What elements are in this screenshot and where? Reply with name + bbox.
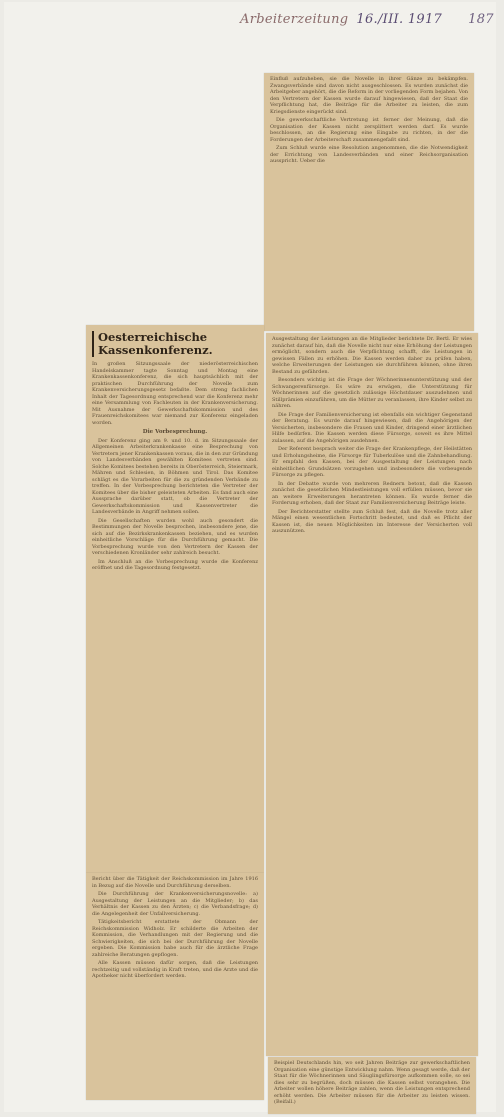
archive-number: 187	[468, 12, 494, 27]
paragraph: Besonders wichtig ist die Frage der Wöchnerinnenunterstützung und der Schwangerenfürsorge. Es wäre zu erwägen, die Unterstützung für Wöchnerinnen auf die gesetzlich zulässige Höchstdauer auszudehnen und Stillprämien einzuführen, um die Mütter zu veranlassen, ihre Kinder selbst zu nähren.	[272, 377, 472, 409]
archive-stamp	[240, 12, 494, 27]
paragraph: Im Anschluß an die Vorbesprechung wurde die Konferenz eröffnet und die Tagesordnung festgesetzt.	[92, 558, 258, 571]
paragraph: Zum Schluß wurde eine Resolution angenommen, die die Notwendigkeit der Errichtung von Landesverbänden und einer Reichsorganisation ausspricht. Ueber die	[270, 145, 468, 164]
paragraph: Der Referent besprach weiter die Frage der Krankenpflege, der Heilstätten und Erholungsheime, die Fürsorge für Tuberkulöse und die Zahnbehandlung. Er empfahl den Kassen, bei der Ausgestaltung der Leistungen nach einheitlichen Grundsätzen vorzugehen und insbesondere die vorbeugende Fürsorge zu pflegen.	[272, 446, 472, 478]
paragraph: In der Debatte wurde von mehreren Rednern betont, daß die Kassen zunächst die gesetzlichen Mindestleistungen voll erfüllen müssen, bevor sie an weitere Erweiterungen herantreten können. Es wurde ferner die Forderung erhoben, daß der Staat zur Familienversicherung Beiträge leiste.	[272, 480, 472, 506]
paragraph: Die Frage der Familienversicherung ist ebenfalls ein wichtiger Gegenstand der Beratung. Es wurde darauf hingewiesen, daß die Angehörigen der Versicherten, insbesondere die Frauen und Kinder, dringend einer ärztlichen Hilfe bedürfen. Die Kassen werden diese Fürsorge, soweit es ihre Mittel zulassen, auf die Angehörigen ausdehnen.	[272, 411, 472, 444]
paragraph: Ausgestaltung der Leistungen an die Mitglieder berichtete Dr. Bertl. Er wies zunächst darauf hin, daß die Novelle nicht nur eine Erhöhung der Leistungen ermöglicht, sondern auch die Verpflichtung schafft, die Leistungen in gewissen Fällen zu erhöhen. Die Kassen werden daher zu prüfen haben, welche Erweiterungen der Leistungen sie durchführen können, ohne ihren Bestand zu gefährden.	[272, 336, 472, 375]
clipping-column-right-bottom	[268, 1057, 476, 1114]
paragraph: Alle Kassen müssen dafür sorgen, daß die Leistungen rechtzeitig und vollständig in Kraft treten, und die Arzte und die Apotheker nicht überfordert werden.	[92, 960, 258, 979]
clipping-column-right-top	[264, 73, 474, 331]
clipping-column-left-bottom	[86, 873, 264, 1100]
clipping-column-left-main	[86, 325, 264, 873]
paragraph: Die gewerkschaftliche Vertretung ist ferner der Meinung, daß die Organisation der Kassen nicht zersplittert werden darf. Es wurde beschlossen, an die Regierung eine Eingabe zu richten, in der die Forderungen der Arbeiterschaft zusammengefaßt sind.	[270, 117, 468, 143]
archive-date: 16./III. 1917	[356, 12, 443, 27]
clipping-column-right-long	[266, 333, 478, 1056]
paragraph: Der Berichterstatter stellte zum Schluß fest, daß die Novelle trotz aller Mängel einen wesentlichen Fortschritt bedeutet, und daß es Pflicht der Kassen ist, die neuen Möglichkeiten im Interesse der Versicherten voll auszunützen.	[272, 508, 472, 534]
paragraph: Die Durchführung der Krankenversicherungsnovelle: a) Ausgestaltung der Leistungen an die Mitglieder; b) das Verhältnis der Kassen zu den Ärzten; c) die Verbandsfrage; d) die Angelegenheit der Unfallversicherung.	[92, 891, 258, 917]
paragraph: Beispiel Deutschlands hin, wo seit Jahren Beiträge zur gewerkschaftlichen Organisation eine günstige Entwicklung nahm. Wenn gesagt werde, daß der Staat für die Wöchnerinnen und Säuglingsfürsorge aufkommen solle, so sei dies sehr zu begrüßen, doch müssen die Kassen selbst vorangehen. Die Arbeiter wollen höhere Beiträge zahlen, wenn die Leistungen entsprechend erhöht werden. Die Arbeiter müssen für die Arbeiter zu leisten wissen. (Beifall.)	[274, 1060, 470, 1105]
source-name: Arbeiterzeitung	[240, 12, 349, 27]
paragraph: Bericht über die Tätigkeit der Reichskommission im Jahre 1916 in Bezug auf die Novelle und Durchführung derselben.	[92, 876, 258, 889]
paragraph: In großen Sitzungssaale der niederösterreichischen Handelskammer tagte Sonntag und Montag eine Krankenkassenkonferenz, die sich hauptsächlich mit der praktischen Durchführung der Novelle zum Krankenversicherungsgesetz befaßte. Dem streng fachlichen Inhalt der Tagesordnung entsprechend war die Konferenz mehr eine Versammlung von Fachleuten in der Krankenversicherung. Mit Ausnahme der Gewerkschaftskommission und des Frauenreichskomitees war niemand zur Konferenz eingeladen worden.	[92, 361, 258, 426]
paragraph: Die Gesellschaften wurden wohl auch gesondert die Bestimmungen der Novelle besprochen, insbesondere jene, die sich auf die Bezirkskrankenkassen beziehen, und es wurden einheitliche Vorschläge für die Durchführung gemacht. Die Vorbesprechung wurde von den Vertretern der Kassen der verschiedenen Kronländer sehr zahlreich besucht.	[92, 517, 258, 556]
paragraph: Tätigkeitsbericht erstattete der Obmann der Reichskommission Widholz. Er schilderte die Arbeiten der Kommission, die Verhandlungen mit der Regierung und die Schwierigkeiten, die sich bei der Durchführung der Novelle ergeben. Die Kommission habe auch für die ärztliche Frage zahlreiche Beratungen gepflogen.	[92, 919, 258, 958]
article-title: Oesterreichische Kassenkonferenz.	[92, 331, 258, 357]
paragraph: Der Konferenz ging am 9. und 10. d. im Sitzungssaale der Allgemeinen Arbeiterkrankenkasse eine Besprechung von Vertretern jener Krankenkassen voraus, die in den zur Gründung von Landesverbänden gewählten Komitees vertreten sind. Solche Komitees bestehen bereits in Oberösterreich, Steiermark, Mähren und Schlesien, in Böhmen und Tirol. Das Komitee schlägt es die Vorarbeiten für die zu gründenden Verbände zu treffen. In der Vorbesprechung berichteten die Vertreter der Komitees über die bisher geleisteten Arbeiten. Es fand auch eine Aussprache darüber statt, ob die Vertreter der Gewerkschaftskommission und Kassenvertreter die Landesverbände in Angriff nehmen sollen.	[92, 437, 258, 515]
section-heading: Die Vorbesprechung.	[142, 429, 208, 435]
paragraph: Einfluß aufzuheben, sie die Novelle in ihrer Gänze zu bekämpfen. Zwangsverbände sind davon nicht ausgeschlossen. Es wurden zunächst die Arbeitgeber angehört, die die Reform in der vorliegenden Form bejahen. Von den Vertretern der Kassen wurde darauf hingewiesen, daß der Staat die Verpflichtung hat, die Beiträge für die Arbeiter zu leisten, die zum Kriegsdienste eingerückt sind.	[270, 76, 468, 115]
